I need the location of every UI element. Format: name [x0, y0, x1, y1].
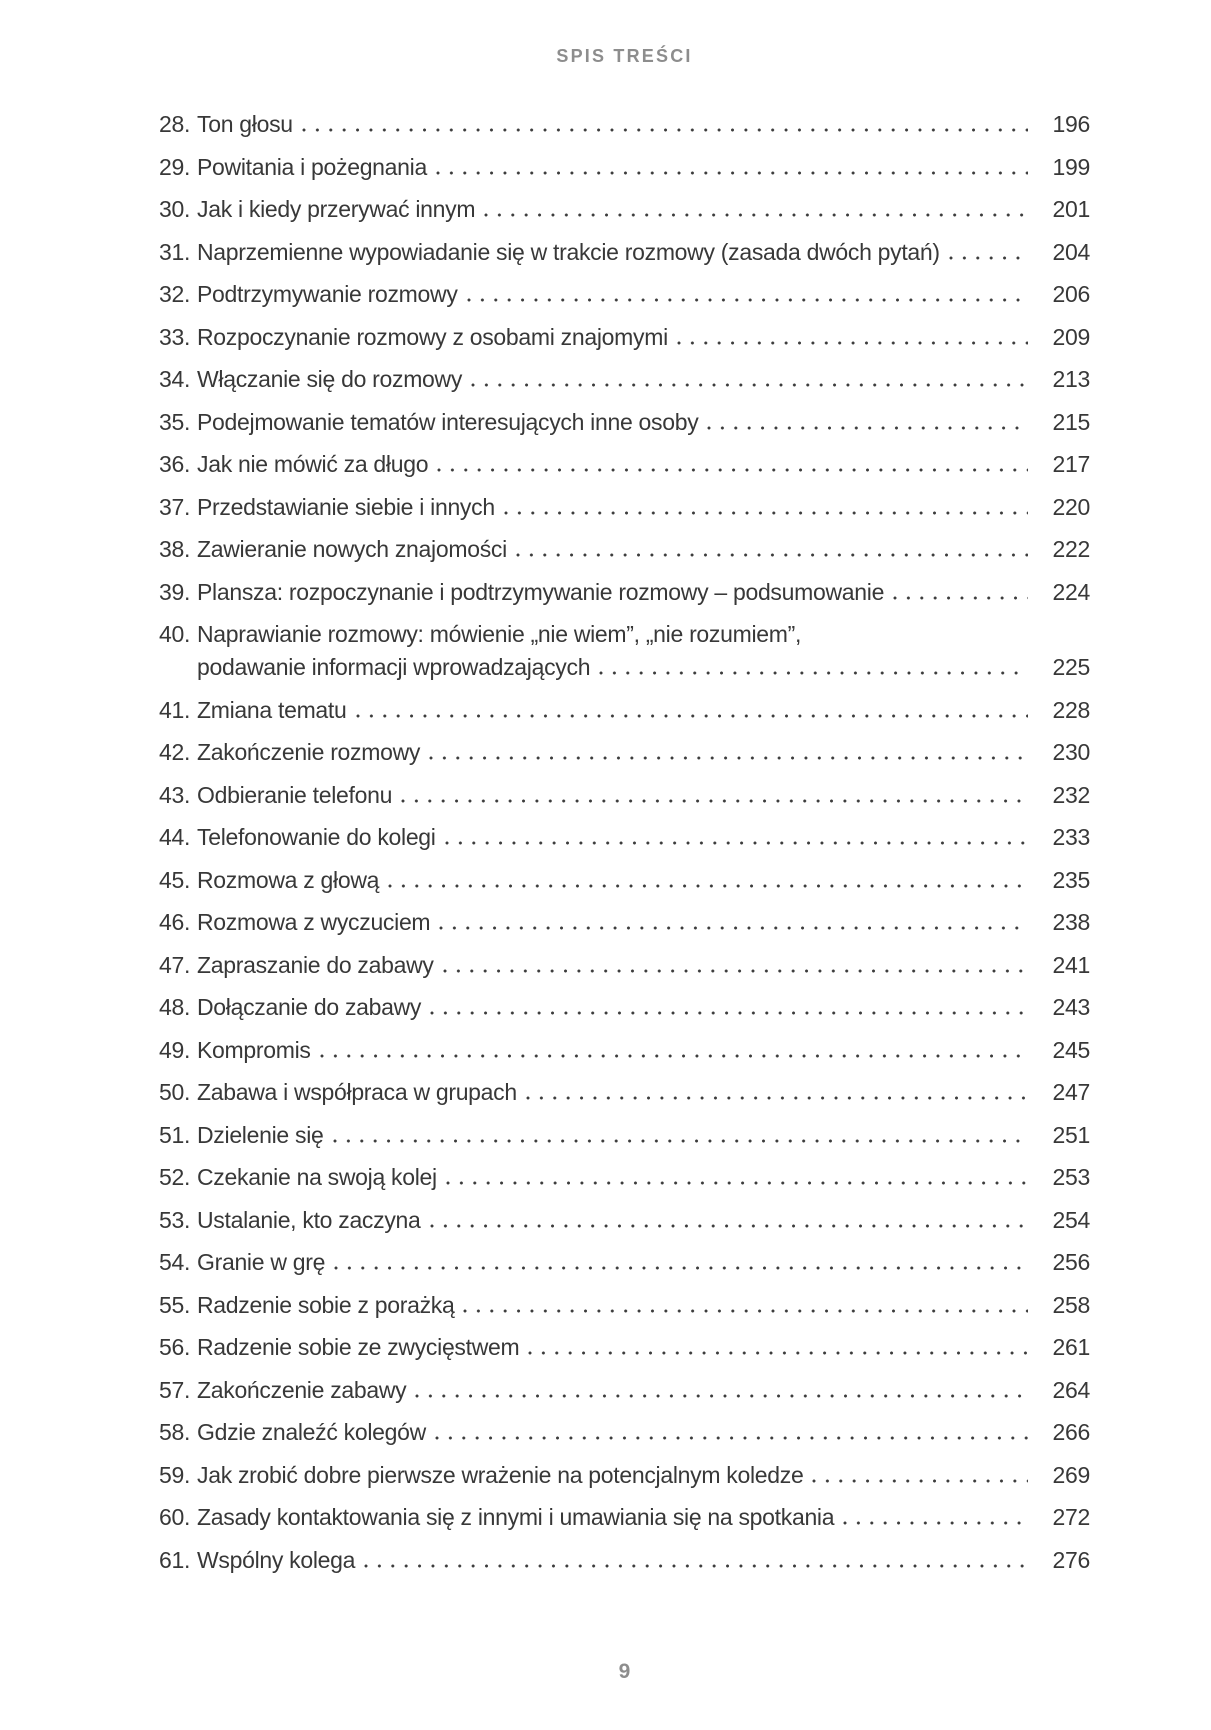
dot-leader: [516, 553, 1028, 557]
entry-number: 32.: [159, 281, 191, 307]
toc-entry: [159, 1122, 1090, 1148]
dot-leader: [528, 1351, 1028, 1355]
toc-entry-row: [159, 1504, 1090, 1530]
toc-entry: [159, 1504, 1090, 1530]
entry-number: 34.: [159, 366, 191, 392]
toc-entry-row: [159, 111, 1090, 137]
entry-number: 28.: [159, 111, 191, 137]
entry-title: Radzenie sobie ze zwycięstwem: [197, 1334, 520, 1360]
toc-entry: [159, 782, 1090, 808]
toc-entry-row: [159, 1334, 1090, 1360]
dot-leader: [435, 1436, 1028, 1440]
toc-entry: [159, 1164, 1090, 1190]
toc-entry: [159, 739, 1090, 765]
dot-leader: [334, 1266, 1028, 1270]
dot-leader: [599, 671, 1028, 675]
toc-entry-row: [159, 1164, 1090, 1190]
dot-leader: [471, 383, 1028, 387]
entry-number: 53.: [159, 1206, 191, 1233]
entry-number: 47.: [159, 951, 191, 978]
entry-number: 35.: [159, 408, 191, 435]
toc-entry-row: [159, 1547, 1090, 1573]
dot-leader: [388, 884, 1028, 888]
entry-number: 39.: [159, 578, 191, 605]
entry-number: 56.: [159, 1334, 191, 1360]
dot-leader: [484, 213, 1028, 217]
entry-title: Włączanie się do rozmowy: [197, 366, 463, 392]
toc-entry-row: [159, 824, 1090, 850]
dot-leader: [430, 1011, 1028, 1015]
toc-entry-row: [159, 366, 1090, 392]
entry-title: Gdzie znaleźć kolegów: [197, 1419, 426, 1445]
entry-title: Dzielenie się: [197, 1121, 324, 1148]
entry-number: 40.: [159, 621, 191, 647]
entry-title: Plansza: rozpoczynanie i podtrzymywanie rozmowy – podsumowanie: [197, 578, 885, 605]
entry-title: Wspólny kolega: [197, 1546, 356, 1573]
entry-page-number: 272: [1052, 1504, 1090, 1530]
entry-title: Dołączanie do zabawy: [197, 994, 422, 1020]
entry-page-number: 230: [1052, 739, 1090, 765]
toc-entry: [159, 536, 1090, 562]
dot-leader: [415, 1394, 1028, 1398]
toc-entry-row: [159, 994, 1090, 1020]
entry-page-number: 254: [1052, 1206, 1090, 1233]
entry-number: 45.: [159, 866, 191, 893]
toc-entry-row: [159, 621, 1090, 647]
toc-entry-row: [159, 196, 1090, 222]
toc-entry: [159, 111, 1090, 137]
entry-page-number: 233: [1052, 824, 1090, 850]
dot-leader: [401, 799, 1028, 803]
entry-page-number: 253: [1052, 1164, 1090, 1190]
dot-leader: [443, 969, 1028, 973]
entry-number: 38.: [159, 536, 191, 562]
toc-entry: [159, 697, 1090, 723]
entry-page-number: 256: [1052, 1249, 1090, 1275]
entry-title: Rozmowa z wyczuciem: [197, 909, 431, 935]
entry-page-number: 243: [1052, 994, 1090, 1020]
toc-entry-row: [159, 409, 1090, 435]
toc-entry-row: [159, 1462, 1090, 1488]
entry-number: 37.: [159, 493, 191, 520]
dot-leader: [436, 171, 1028, 175]
toc-entry-row: [159, 1377, 1090, 1403]
entry-page-number: 235: [1052, 866, 1090, 893]
entry-title: Zakończenie zabawy: [197, 1376, 407, 1403]
toc-entry-row: [159, 909, 1090, 935]
toc-entry: [159, 281, 1090, 307]
toc-entry: [159, 1292, 1090, 1318]
entry-title: Naprzemienne wypowiadanie się w trakcie rozmowy (zasada dwóch pytań): [197, 238, 940, 265]
entry-page-number: 251: [1052, 1121, 1090, 1148]
toc-entry: [159, 1249, 1090, 1275]
dot-leader: [320, 1054, 1028, 1058]
toc-entry: [159, 824, 1090, 850]
toc-entry: [159, 909, 1090, 935]
toc-entry-row: [159, 1122, 1090, 1148]
toc-entry: [159, 621, 1090, 680]
entry-page-number: 225: [1052, 654, 1090, 680]
toc-entry-row: [159, 1249, 1090, 1275]
dot-leader: [707, 426, 1028, 430]
toc-entry-row: [159, 281, 1090, 307]
toc-entry-row: [159, 1419, 1090, 1445]
dot-leader: [439, 926, 1028, 930]
entry-title: Zmiana tematu: [197, 696, 347, 723]
entry-page-number: 241: [1052, 951, 1090, 978]
toc-entry-row: [159, 1037, 1090, 1063]
dot-leader: [812, 1479, 1028, 1483]
toc-entry-row: [159, 536, 1090, 562]
entry-title: Zapraszanie do zabawy: [197, 951, 434, 978]
entry-title: Granie w grę: [197, 1249, 326, 1275]
toc-entry: [159, 154, 1090, 180]
toc-entry-row: [159, 697, 1090, 723]
entry-number: 36.: [159, 451, 191, 477]
entry-title: Naprawianie rozmowy: mówienie „nie wiem”, „nie rozumiem”,: [197, 621, 802, 647]
dot-leader: [467, 298, 1028, 302]
toc-entry: [159, 366, 1090, 392]
entry-page-number: 217: [1052, 451, 1090, 477]
entry-number: 50.: [159, 1079, 191, 1105]
toc-entry: [159, 451, 1090, 477]
dot-leader: [429, 756, 1028, 760]
toc-entry-row-continued: [159, 654, 1090, 680]
entry-page-number: 224: [1052, 578, 1090, 605]
entry-title: Ton głosu: [197, 111, 293, 137]
dot-leader: [677, 341, 1028, 345]
toc-entry: [159, 1334, 1090, 1360]
entry-page-number: 264: [1052, 1376, 1090, 1403]
toc-entry: [159, 1377, 1090, 1403]
entry-title: Zakończenie rozmowy: [197, 739, 421, 765]
dot-leader: [843, 1521, 1028, 1525]
entry-page-number: 245: [1052, 1036, 1090, 1063]
entry-title: Radzenie sobie z porażką: [197, 1291, 455, 1318]
entry-title: Zasady kontaktowania się z innymi i umawiania się na spotkania: [197, 1504, 835, 1530]
toc-entry: [159, 494, 1090, 520]
toc-entry-row: [159, 154, 1090, 180]
dot-leader: [446, 1181, 1028, 1185]
entry-page-number: 238: [1052, 909, 1090, 935]
toc-entry: [159, 1462, 1090, 1488]
toc-entry: [159, 867, 1090, 893]
toc-entry: [159, 1547, 1090, 1573]
entry-number: 46.: [159, 909, 191, 935]
entry-title: Rozpoczynanie rozmowy z osobami znajomymi: [197, 323, 668, 350]
dot-leader: [333, 1139, 1029, 1143]
entry-page-number: 220: [1052, 493, 1090, 520]
entry-number: 44.: [159, 824, 191, 850]
toc-entry: [159, 1419, 1090, 1445]
toc-heading: SPIS TREŚCI: [556, 46, 693, 66]
entry-page-number: 269: [1052, 1461, 1090, 1488]
entry-number: 33.: [159, 323, 191, 350]
toc-entry-row: [159, 1207, 1090, 1233]
toc-entry: [159, 409, 1090, 435]
entry-number: 41.: [159, 696, 191, 723]
entry-number: 51.: [159, 1121, 191, 1148]
entry-page-number: 261: [1052, 1334, 1090, 1360]
toc-entry-row: [159, 494, 1090, 520]
entry-title: Podejmowanie tematów interesujących inne osoby: [197, 408, 699, 435]
toc-list: [159, 111, 1090, 1573]
entry-title: Telefonowanie do kolegi: [197, 824, 436, 850]
dot-leader: [364, 1564, 1028, 1568]
entry-number: 59.: [159, 1461, 191, 1488]
toc-entry-row: [159, 782, 1090, 808]
dot-leader: [463, 1309, 1028, 1313]
toc-entry-row: [159, 1079, 1090, 1105]
toc-entry-row: [159, 739, 1090, 765]
entry-page-number: 206: [1052, 281, 1090, 307]
toc-entry-row: [159, 324, 1090, 350]
entry-number: 52.: [159, 1164, 191, 1190]
dot-leader: [437, 468, 1028, 472]
entry-number: 42.: [159, 739, 191, 765]
toc-entry: [159, 952, 1090, 978]
toc-entry-row: [159, 952, 1090, 978]
toc-entry: [159, 196, 1090, 222]
entry-number: 29.: [159, 153, 191, 180]
entry-title: Zabawa i współpraca w grupach: [197, 1079, 517, 1105]
toc-entry: [159, 1207, 1090, 1233]
entry-page-number: 196: [1052, 111, 1090, 137]
dot-leader: [356, 714, 1029, 718]
entry-page-number: 258: [1052, 1291, 1090, 1318]
toc-entry-row: [159, 451, 1090, 477]
entry-number: 61.: [159, 1546, 191, 1573]
entry-page-number: 199: [1052, 153, 1090, 180]
entry-title: Przedstawianie siebie i innych: [197, 493, 495, 520]
entry-title: Podtrzymywanie rozmowy: [197, 281, 458, 307]
toc-entry-row: [159, 579, 1090, 605]
toc-entry: [159, 239, 1090, 265]
dot-leader: [893, 596, 1028, 600]
entry-title: Jak zrobić dobre pierwsze wrażenie na potencjalnym koledze: [197, 1461, 804, 1488]
entry-number: 60.: [159, 1504, 191, 1530]
entry-number: 31.: [159, 238, 191, 265]
toc-entry: [159, 324, 1090, 350]
entry-page-number: 228: [1052, 696, 1090, 723]
toc-entry-row: [159, 239, 1090, 265]
entry-number: 43.: [159, 781, 191, 808]
page-number: 9: [618, 1660, 631, 1683]
entry-title-continued: podawanie informacji wprowadzających: [197, 654, 591, 680]
toc-entry: [159, 994, 1090, 1020]
entry-title: Powitania i pożegnania: [197, 153, 427, 180]
dot-leader: [430, 1224, 1028, 1228]
entry-page-number: 247: [1052, 1079, 1090, 1105]
entry-number: 54.: [159, 1249, 191, 1275]
entry-title: Zawieranie nowych znajomości: [197, 536, 507, 562]
entry-page-number: 276: [1052, 1546, 1090, 1573]
toc-entry-row: [159, 867, 1090, 893]
entry-title: Jak i kiedy przerywać innym: [197, 196, 476, 222]
entry-title: Rozmowa z głową: [197, 866, 380, 893]
entry-number: 57.: [159, 1376, 191, 1403]
entry-number: 58.: [159, 1419, 191, 1445]
entry-page-number: 232: [1052, 781, 1090, 808]
toc-entry: [159, 579, 1090, 605]
toc-entry-row: [159, 1292, 1090, 1318]
entry-page-number: 222: [1052, 536, 1090, 562]
entry-page-number: 213: [1052, 366, 1090, 392]
toc-entry: [159, 1079, 1090, 1105]
entry-page-number: 215: [1052, 408, 1090, 435]
entry-page-number: 266: [1052, 1419, 1090, 1445]
dot-leader: [504, 511, 1028, 515]
entry-number: 48.: [159, 994, 191, 1020]
entry-title: Ustalanie, kto zaczyna: [197, 1206, 421, 1233]
toc-entry: [159, 1037, 1090, 1063]
dot-leader: [445, 841, 1028, 845]
entry-number: 30.: [159, 196, 191, 222]
dot-leader: [949, 256, 1028, 260]
entry-page-number: 209: [1052, 323, 1090, 350]
entry-title: Jak nie mówić za długo: [197, 451, 429, 477]
dot-leader: [302, 128, 1028, 132]
entry-title: Odbieranie telefonu: [197, 781, 393, 808]
entry-title: Kompromis: [197, 1036, 311, 1063]
entry-number: 49.: [159, 1036, 191, 1063]
dot-leader: [526, 1096, 1028, 1100]
entry-page-number: 201: [1052, 196, 1090, 222]
entry-page-number: 204: [1052, 238, 1090, 265]
entry-number: 55.: [159, 1291, 191, 1318]
entry-title: Czekanie na swoją kolej: [197, 1164, 437, 1190]
